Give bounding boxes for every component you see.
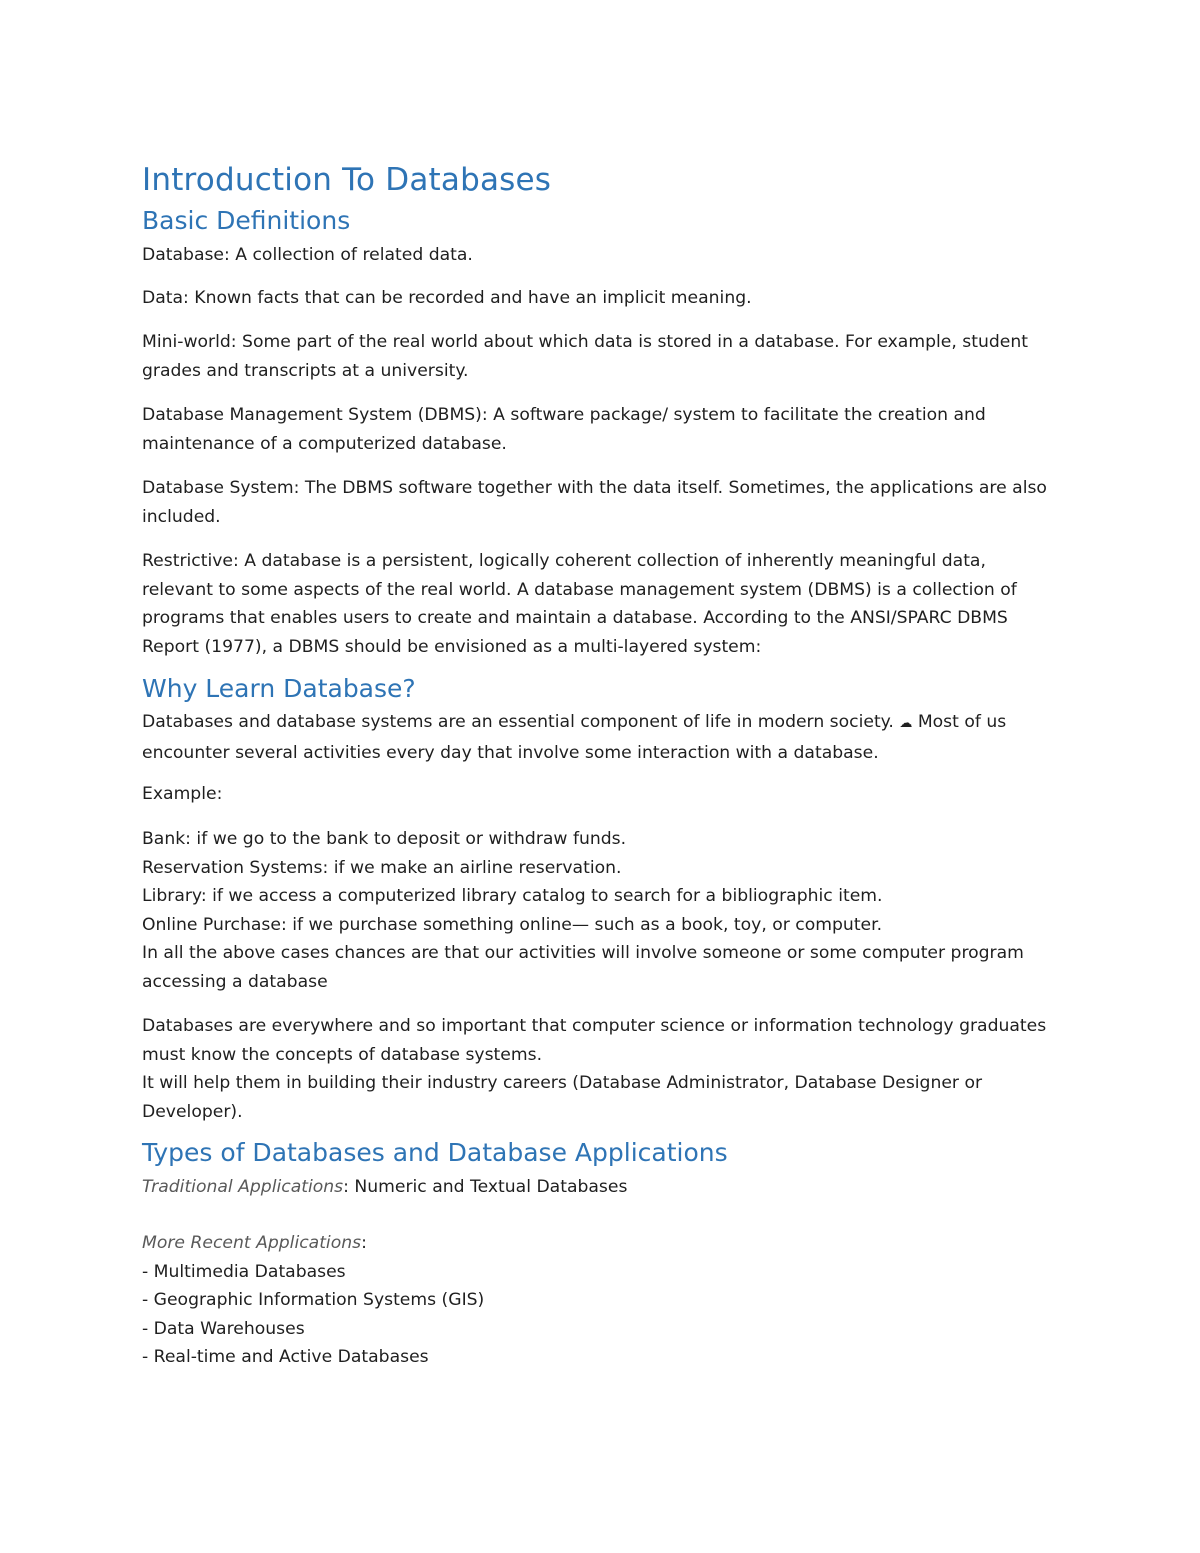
text-line: Developer).: [142, 1101, 243, 1122]
why-learn-heading: Why Learn Database?: [142, 674, 416, 703]
intro-text: Databases and database systems are an essential component of life in modern society.: [142, 712, 894, 732]
list-item: Online Purchase: if we purchase something online— such as a book, toy, or computer.: [142, 914, 883, 935]
text-line: Report (1977), a DBMS should be envisioned as a multi-layered system:: [142, 636, 762, 657]
list-item: - Real-time and Active Databases: [142, 1347, 429, 1367]
examples-list: [142, 825, 1072, 996]
list-item: - Geographic Information Systems (GIS): [142, 1290, 485, 1310]
basic-definitions-heading: Basic Definitions: [142, 206, 351, 235]
miniworld-definition: [142, 328, 1072, 385]
text-line: must know the concepts of database systems.: [142, 1044, 543, 1065]
traditional-term: Traditional Applications: [142, 1177, 344, 1197]
text-line: relevant to some aspects of the real world. A database management system (DBMS) is a collection of: [142, 579, 1017, 600]
data-definition: [142, 284, 1072, 313]
text-line: In all the above cases chances are that our activities will involve someone or some computer program: [142, 943, 1024, 963]
list-item: - Data Warehouses: [142, 1318, 305, 1339]
text-line: accessing a database: [142, 971, 328, 992]
text-line: [142, 708, 1072, 739]
database-definition: [142, 241, 1072, 270]
text-line: Databases are everywhere and so important that computer science or information technology graduates: [142, 1016, 1047, 1036]
text-line: [142, 1173, 1072, 1202]
text-line: Database Management System (DBMS): A software package/ system to facilitate the creation and: [142, 405, 986, 425]
types-heading: Types of Databases and Database Applications: [142, 1138, 728, 1167]
text-line: Database: A collection of related data.: [142, 245, 473, 265]
why-learn-closing: [142, 1012, 1072, 1126]
text-line: grades and transcripts at a university.: [142, 360, 469, 381]
text-line: included.: [142, 506, 221, 527]
text-line: Mini-world: Some part of the real world about which data is stored in a database. For example, student: [142, 332, 1028, 352]
recent-term: More Recent Applications: [142, 1233, 362, 1253]
list-item: Bank: if we go to the bank to deposit or withdraw funds.: [142, 829, 627, 849]
text-line: Restrictive: A database is a persistent, logically coherent collection of inherently meaningful data,: [142, 551, 986, 571]
text-line: encounter several activities every day that involve some interaction with a database.: [142, 742, 879, 763]
text-line: programs that enables users to create and maintain a database. According to the ANSI/SPARC DBMS: [142, 608, 1008, 628]
list-item: Library: if we access a computerized library catalog to search for a bibliographic item.: [142, 886, 883, 906]
text-line: It will help them in building their industry careers (Database Administrator, Database Designer or: [142, 1073, 983, 1093]
recent-colon: :: [361, 1233, 367, 1253]
traditional-description: : Numeric and Textual Databases: [343, 1177, 628, 1197]
text-line: Database System: The DBMS software together with the data itself. Sometimes, the applications are also: [142, 478, 1047, 498]
intro-text: Most of us: [917, 712, 1007, 732]
recent-applications: [142, 1229, 1072, 1372]
restrictive-definition: [142, 547, 1072, 661]
traditional-applications: [142, 1173, 1072, 1202]
text-line: maintenance of a computerized database.: [142, 433, 507, 454]
example-label: [142, 780, 1072, 809]
text-line: Data: Known facts that can be recorded and have an implicit meaning.: [142, 288, 752, 308]
list-item: Reservation Systems: if we make an airline reservation.: [142, 857, 622, 878]
database-system-definition: [142, 474, 1072, 531]
why-learn-intro: [142, 708, 1072, 767]
dbms-definition: [142, 401, 1072, 458]
text-line: Example:: [142, 784, 223, 804]
text-line: [142, 1229, 1072, 1258]
list-item: - Multimedia Databases: [142, 1261, 346, 1282]
page-title: Introduction To Databases: [142, 162, 552, 198]
cloud-symbol-icon: ☁: [899, 716, 913, 731]
